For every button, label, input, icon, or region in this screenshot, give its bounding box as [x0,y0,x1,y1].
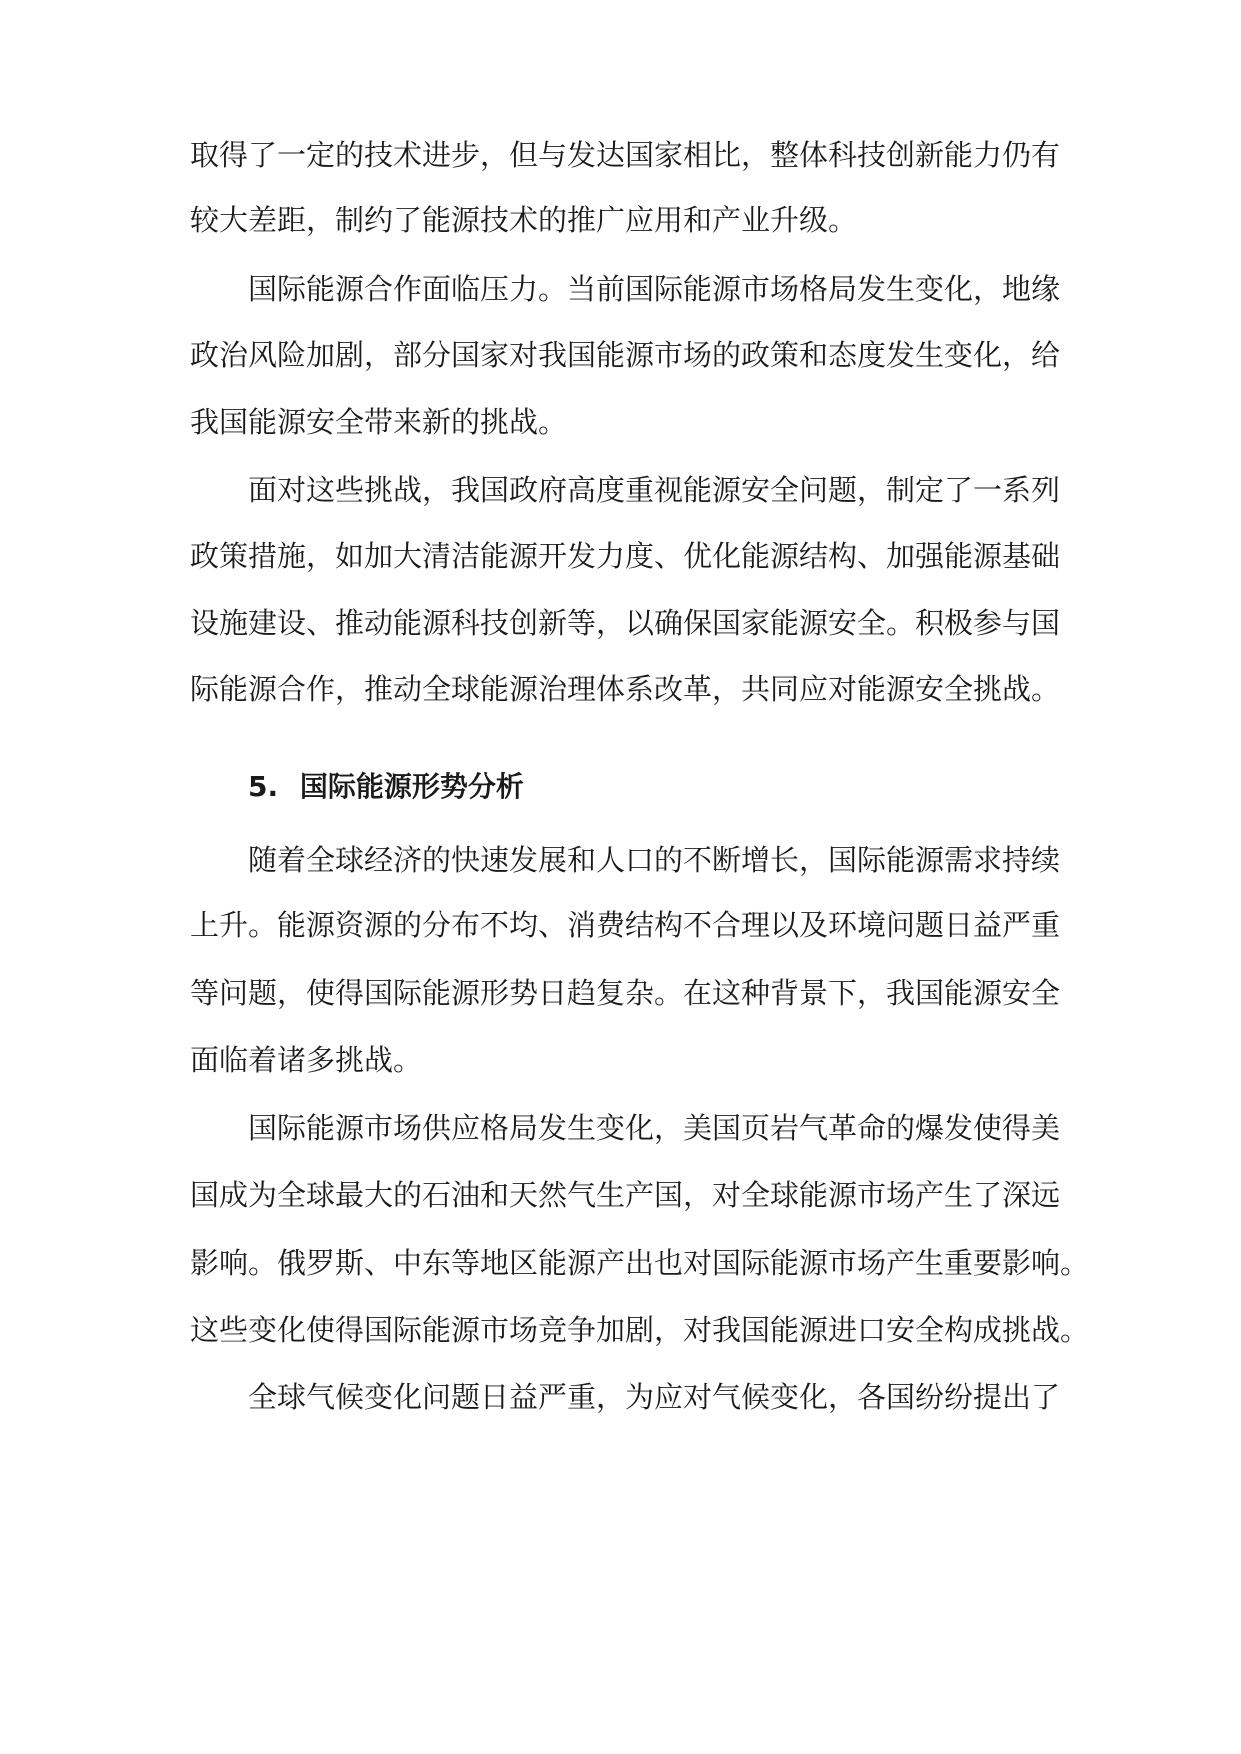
paragraph-line: 国际能源合作面临压力。当前国际能源市场格局发生变化，地缘 [248,272,1061,306]
paragraph-line: 全球气候变化问题日益严重，为应对气候变化，各国纷纷提出了 [248,1380,1061,1414]
paragraph-line: 际能源合作，推动全球能源治理体系改革，共同应对能源安全挑战。 [190,672,1061,706]
paragraph-line: 国成为全球最大的石油和天然气生产国，对全球能源市场产生了深远 [190,1178,1061,1212]
paragraph-line: 影响。俄罗斯、中东等地区能源产出也对国际能源市场产生重要影响。 [190,1246,1090,1280]
section-heading [248,767,524,807]
paragraph-line: 这些变化使得国际能源市场竞争加剧，对我国能源进口安全构成挑战。 [190,1313,1090,1347]
paragraph-line: 随着全球经济的快速发展和人口的不断增长，国际能源需求持续 [248,843,1061,877]
paragraph-line: 取得了一定的技术进步，但与发达国家相比，整体科技创新能力仍有 [190,138,1061,172]
paragraph-line: 政治风险加剧，部分国家对我国能源市场的政策和态度发生变化，给 [190,338,1061,372]
paragraph-line: 等问题，使得国际能源形势日趋复杂。在这种背景下，我国能源安全 [190,976,1061,1010]
section-title: 国际能源形势分析 [299,770,524,803]
paragraph-line: 上升。能源资源的分布不均、消费结构不合理以及环境问题日益严重 [190,908,1061,942]
paragraph-line: 政策措施，如加大清洁能源开发力度、优化能源结构、加强能源基础 [190,539,1061,573]
paragraph-line: 国际能源市场供应格局发生变化，美国页岩气革命的爆发使得美 [248,1111,1061,1145]
section-number: 5. [248,770,279,803]
paragraph-line: 较大差距，制约了能源技术的推广应用和产业升级。 [190,203,858,237]
paragraph-line: 我国能源安全带来新的挑战。 [190,405,568,439]
paragraph-line: 设施建设、推动能源科技创新等，以确保国家能源安全。积极参与国 [190,606,1061,640]
paragraph-line: 面对这些挑战，我国政府高度重视能源安全问题，制定了一系列 [248,473,1061,507]
paragraph-line: 面临着诸多挑战。 [190,1043,423,1077]
